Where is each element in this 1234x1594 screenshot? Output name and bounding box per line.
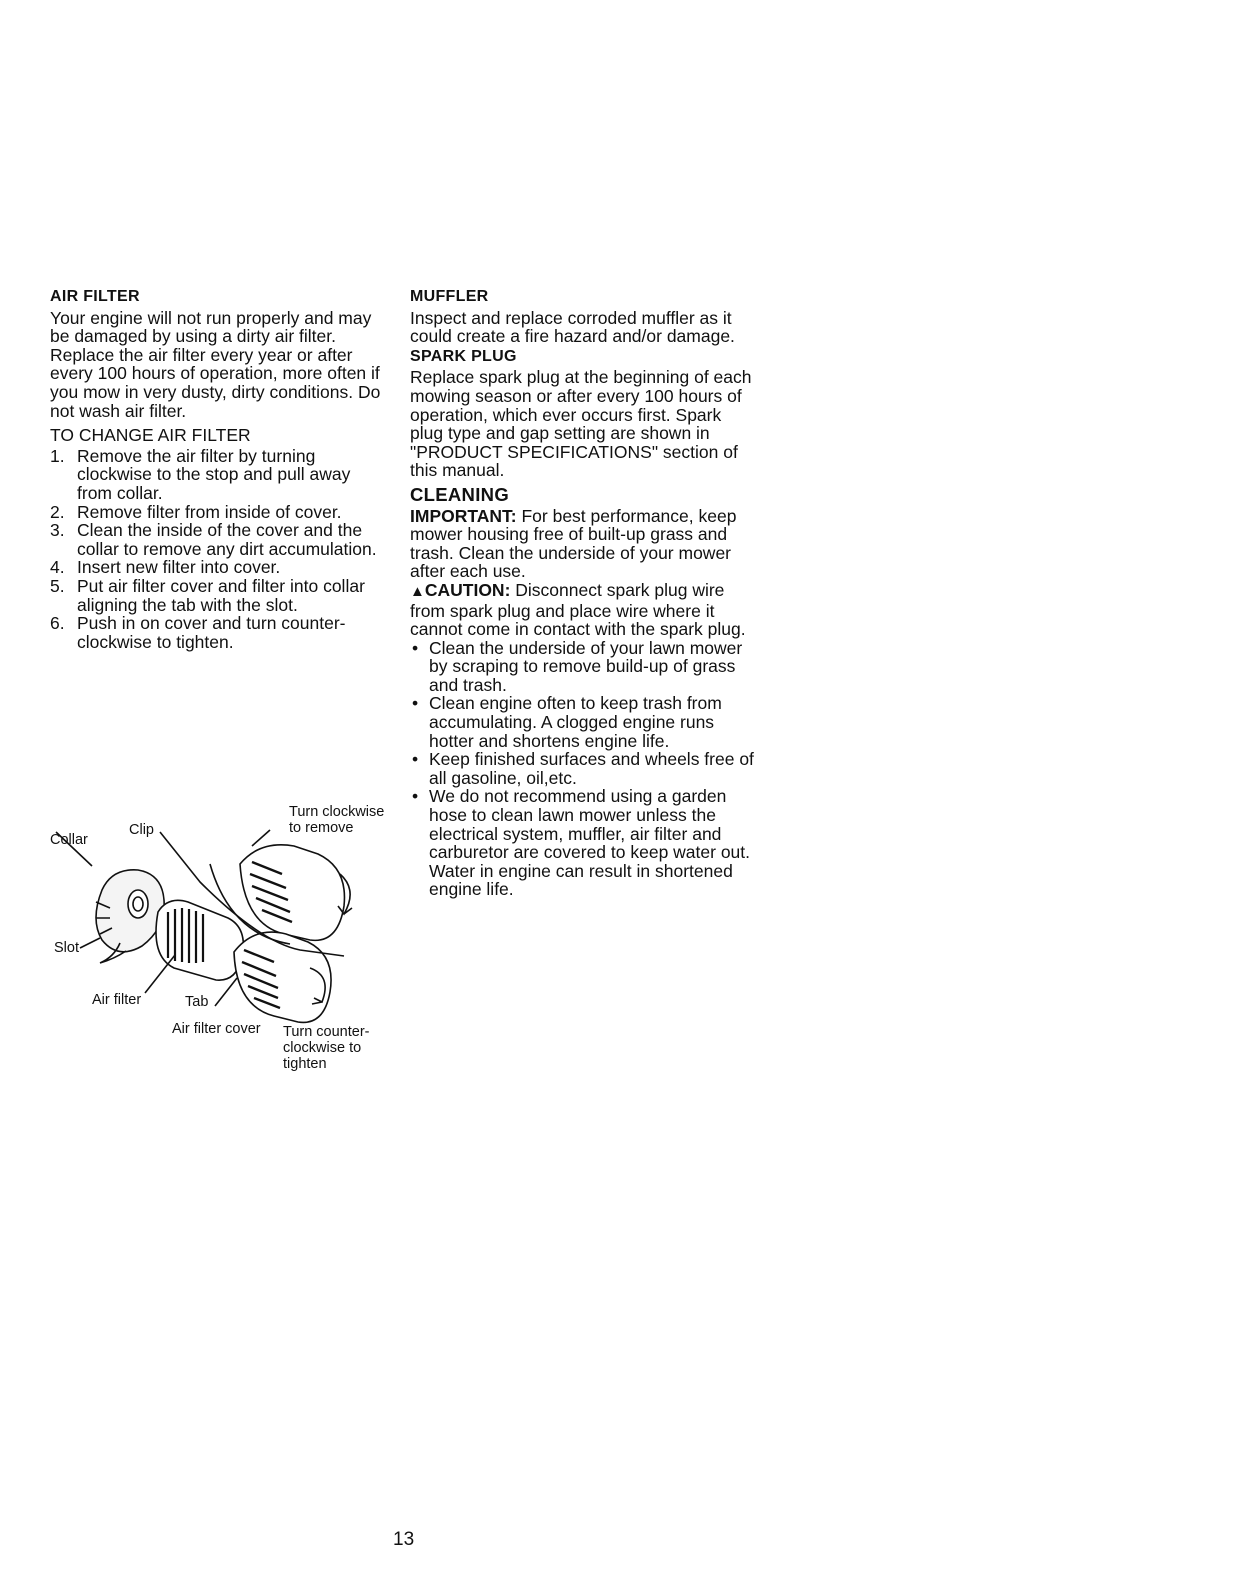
muffler-text: Inspect and replace corroded muffler as it could create a fire hazard and/or damage. bbox=[410, 307, 735, 347]
clip-label: Clip bbox=[129, 822, 154, 838]
right-column bbox=[410, 288, 755, 899]
cleaning-heading: CLEANING bbox=[410, 483, 510, 505]
turn-clockwise-label: Turn clockwise to remove bbox=[289, 804, 385, 836]
left-column bbox=[50, 288, 390, 651]
air-filter-illustration bbox=[40, 778, 400, 1078]
air-filter-heading: AIR FILTER bbox=[50, 288, 140, 305]
air-filter-steps bbox=[50, 447, 390, 652]
step-item: 5. Put air filter cover and filter into collar aligning the tab with the slot. bbox=[50, 575, 365, 615]
step-item: 2. Remove filter from inside of cover. bbox=[50, 501, 342, 522]
caution-text: Disconnect spark plug wire from spark plug and place wire where it cannot come in contact with the spark plug. bbox=[410, 579, 746, 640]
slot-label: Slot bbox=[54, 940, 79, 956]
cleaning-bullets bbox=[410, 639, 755, 899]
step-item: 3. Clean the inside of the cover and the collar to remove any dirt accumulation. bbox=[50, 520, 377, 559]
change-air-filter-subheading: TO CHANGE AIR FILTER bbox=[50, 425, 251, 446]
list-item: • We do not recommend using a garden hose to clean lawn mower unless the electrical system, muffler, air filter and carburetor are covered to keep water out. Water in engine can result in shortened engine life. bbox=[412, 786, 751, 900]
caution-note bbox=[410, 581, 755, 639]
air-filter-intro: Your engine will not run properly and may be damaged by using a dirty air filter. Replace the air filter every year or after every 100 hours of operation, more often if you mow in very dusty, dirty conditions. Do not wash air filter. bbox=[50, 307, 381, 421]
page-number: 13 bbox=[393, 1529, 415, 1550]
important-note bbox=[410, 507, 755, 581]
air-filter-cover-label: Air filter cover bbox=[172, 1021, 261, 1037]
air-filter-label: Air filter bbox=[92, 992, 142, 1008]
turn-counter-clockwise-label: Turn counter-clockwise to tighten bbox=[283, 1024, 370, 1072]
list-item: • Clean the underside of your lawn mower by scraping to remove build-up of grass and trash. bbox=[412, 637, 743, 695]
spark-plug-text: Replace spark plug at the beginning of each mowing season or after every 100 hours of operation, which ever occurs first. Spark plug type and gap setting are shown in "PRODUCT SPECIFICATIONS" section of this manual. bbox=[410, 367, 752, 481]
step-item: 6. Push in on cover and turn counter-clockwise to tighten. bbox=[50, 613, 346, 652]
important-label: IMPORTANT: bbox=[410, 505, 517, 526]
list-item: • Keep finished surfaces and wheels free of all gasoline, oil,etc. bbox=[412, 749, 754, 788]
collar-label: Collar bbox=[50, 832, 88, 848]
list-item: • Clean engine often to keep trash from accumulating. A clogged engine runs hotter and shortens engine life. bbox=[412, 693, 722, 751]
step-item: 1. Remove the air filter by turning clockwise to the stop and pull away from collar. bbox=[50, 445, 351, 503]
spark-plug-heading: SPARK PLUG bbox=[410, 347, 517, 365]
step-item: 4. Insert new filter into cover. bbox=[50, 557, 281, 578]
warning-triangle-icon: ▲ bbox=[410, 582, 425, 600]
caution-label: CAUTION: bbox=[424, 579, 511, 600]
tab-label: Tab bbox=[185, 994, 209, 1010]
muffler-heading: MUFFLER bbox=[410, 288, 489, 305]
important-text: For best performance, keep mower housing free of built-up grass and trash. Clean the underside of your mower after each use. bbox=[410, 505, 737, 582]
